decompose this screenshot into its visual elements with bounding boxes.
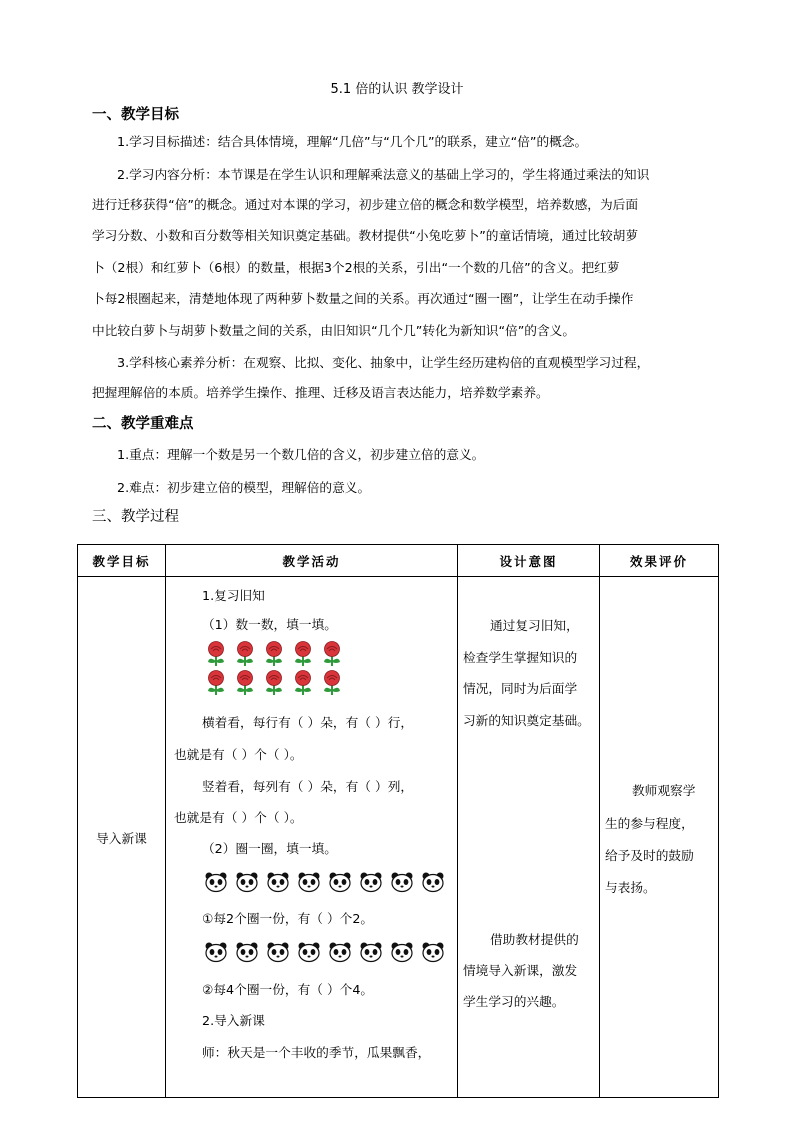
activity-line: （1）数一数，填一填。 xyxy=(202,617,337,632)
panda-face-icon xyxy=(297,941,321,963)
panda-face-icon xyxy=(421,871,445,893)
header-intent: 设计意图 xyxy=(458,545,600,577)
panda-face-icon xyxy=(328,941,352,963)
teaching-process-table xyxy=(77,544,719,1098)
panda-face-icon xyxy=(235,941,259,963)
table-row xyxy=(78,577,719,1098)
header-evaluation: 效果评价 xyxy=(600,545,719,577)
activity-line: （2）圈一圈，填一填。 xyxy=(202,841,337,856)
goal-cell: 导入新课 xyxy=(78,577,166,1098)
activity-cell xyxy=(166,577,458,1098)
panda-face-icon xyxy=(266,871,290,893)
rose-flower-icon xyxy=(320,641,344,667)
panda-face-icon xyxy=(266,941,290,963)
intent-line: 情况，同时为后面学 xyxy=(463,681,578,696)
rose-flower-icon xyxy=(320,670,344,696)
goal-paragraph-1: 1.学习目标描述：结合具体情境，理解“几倍”与“几个几”的联系，建立“倍”的概念。 xyxy=(117,134,588,149)
table-header-row xyxy=(78,545,719,577)
evaluation-cell xyxy=(600,577,719,1098)
flower-row-2 xyxy=(204,670,349,696)
activity-line: 师：秋天是一个丰收的季节，瓜果飘香， xyxy=(202,1045,431,1060)
evaluation-line: 生的参与程度， xyxy=(605,816,694,831)
rose-flower-icon xyxy=(233,670,257,696)
header-goal: 教学目标 xyxy=(78,545,166,577)
intent-cell xyxy=(458,577,600,1098)
rose-flower-icon xyxy=(291,670,315,696)
intent-line: 情境导入新课，激发 xyxy=(463,963,578,978)
rose-flower-icon xyxy=(291,641,315,667)
panda-face-icon xyxy=(204,871,228,893)
difficult-point: 2.难点：初步建立倍的模型，理解倍的意义。 xyxy=(117,480,371,495)
activity-line: ②每4个圈一份，有（ ）个4。 xyxy=(202,982,374,997)
intent-line: 通过复习旧知， xyxy=(490,618,579,633)
panda-row-2 xyxy=(204,941,452,963)
header-activity: 教学活动 xyxy=(166,545,458,577)
intent-line: 学生学习的兴趣。 xyxy=(463,994,565,1009)
rose-flower-icon xyxy=(233,641,257,667)
panda-face-icon xyxy=(235,871,259,893)
rose-flower-icon xyxy=(204,641,228,667)
section2-heading: 二、教学重难点 xyxy=(92,416,194,432)
intent-line: 检查学生掌握知识的 xyxy=(463,650,578,665)
panda-face-icon xyxy=(328,871,352,893)
evaluation-line: 教师观察学 xyxy=(632,783,696,798)
intent-line: 借助教材提供的 xyxy=(490,932,579,947)
activity-line: ①每2个圈一份，有（ ）个2。 xyxy=(202,911,374,926)
evaluation-line: 给予及时的鼓励 xyxy=(605,848,694,863)
panda-face-icon xyxy=(421,941,445,963)
activity-line: 2.导入新课 xyxy=(202,1013,265,1028)
panda-face-icon xyxy=(204,941,228,963)
activity-line: 也就是有（ ）个（ ）。 xyxy=(174,747,303,762)
activity-line: 1.复习旧知 xyxy=(202,588,265,603)
panda-face-icon xyxy=(390,941,414,963)
flower-row-1 xyxy=(204,641,349,667)
activity-line: 竖着看，每列有（ ）朵，有（ ）列， xyxy=(202,779,414,794)
activity-line: 也就是有（ ）个（ ）。 xyxy=(174,810,303,825)
rose-flower-icon xyxy=(204,670,228,696)
rose-flower-icon xyxy=(262,670,286,696)
panda-row-1 xyxy=(204,871,452,893)
evaluation-line: 与表扬。 xyxy=(605,880,656,895)
section3-heading: 三、教学过程 xyxy=(92,509,179,525)
panda-face-icon xyxy=(390,871,414,893)
activity-line: 横着看，每行有（ ）朵，有（ ）行， xyxy=(202,715,414,730)
section1-heading: 一、教学目标 xyxy=(92,107,179,123)
panda-face-icon xyxy=(359,871,383,893)
rose-flower-icon xyxy=(262,641,286,667)
panda-face-icon xyxy=(297,871,321,893)
key-point: 1.重点：理解一个数是另一个数几倍的含义，初步建立倍的意义。 xyxy=(117,447,485,462)
intent-line: 习新的知识奠定基础。 xyxy=(463,713,590,728)
doc-title: 5.1 倍的认识 教学设计 xyxy=(330,82,464,97)
panda-face-icon xyxy=(359,941,383,963)
